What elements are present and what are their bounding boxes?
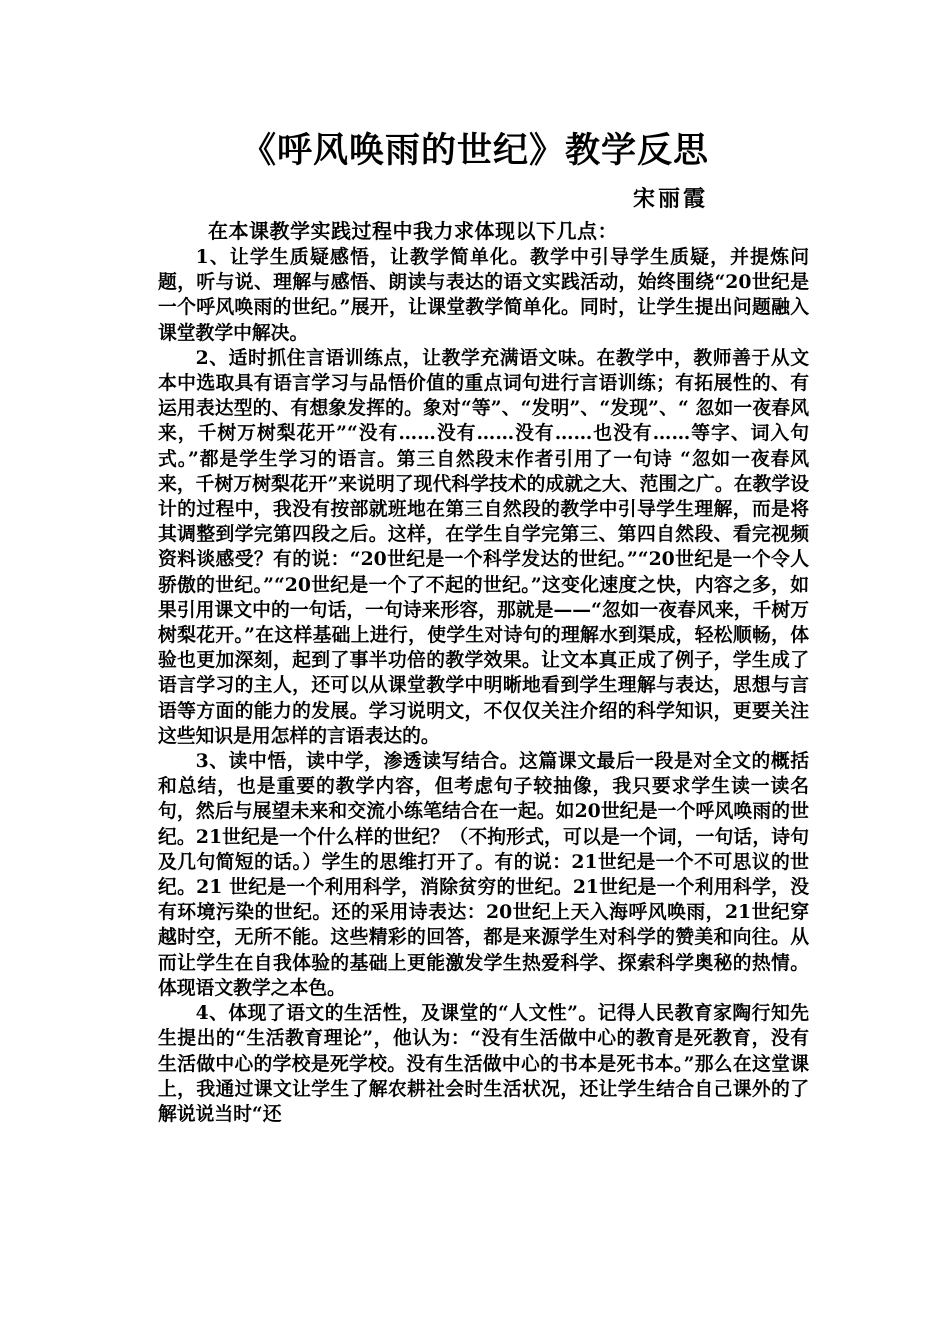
document-title: 《呼风唤雨的世纪》教学反思 [240,130,709,171]
document-body [158,218,809,1127]
intro-paragraph: 在本课教学实践过程中我力求体现以下几点： [208,219,618,243]
paragraph-2: 2、适时抓住言语训练点，让教学充满语文味。在教学中，教师善于从文本中选取具有语言学习与品悟价值的重点词句进行言语训练；有拓展性的、有运用表达型的、有想象发挥的。象对“等”、“发明”、“发现”、“ 忽如一夜春风来，千树万树梨花开”“没有……没有……没有……也没有……等字、词入句式。”都是学生学习的语言。第三自然段末作者引用了一句诗 “忽如一夜春风来，千树万树梨花开”来说明了现代科学技术的成就之大、范围之广。在教学设计的过程中，我没有按部就班地在第三自然段的教学中引导学生理解，而是将其调整到学完第四段之后。这样，在学生自学完第三、第四自然段、看完视频资料谈感受？有的说：“20世纪是一个科学发达的世纪。”“20世纪是一个令人骄傲的世纪。”“20世纪是一个了不起的世纪。”这变化速度之快，内容之多，如果引用课文中的一句话，一句诗来形容，那就是——“忽如一夜春风来，千树万树梨花开。”在这样基础上进行，使学生对诗句的理解水到渠成，轻松顺畅，体验也更加深刻，起到了事半功倍的教学效果。让文本真正成了例子，学生成了语言学习的主人，还可以从课堂教学中明晰地看到学生理解与表达，思想与言语等方面的能力的发展。学习说明文，不仅仅关注介绍的科学知识，更要关注这些知识是用怎样的言语表达的。 [158,346,809,747]
paragraph-3: 3、读中悟，读中学，渗透读写结合。这篇课文最后一段是对全文的概括和总结，也是重要的教学内容，但考虑句子较抽像，我只要求学生读一读名句，然后与展望未来和交流小练笔结合在一起。如20世纪是一个呼风唤雨的世纪。21世纪是一个什么样的世纪？（不拘形式，可以是一个词，一句话，诗句及几句简短的话。）学生的思维打开了。有的说：21世纪是一个不可思议的世纪。21 世纪是一个利用科学，消除贫穷的世纪。21世纪是一个利用科学，没有环境污染的世纪。还的采用诗表达：20世纪上天入海呼风唤雨，21世纪穿越时空，无所不能。这些精彩的回答，都是来源学生对科学的赞美和向往。从而让学生在自我体验的基础上更能激发学生热爱科学、探索科学奥秘的热情。体现语文教学之本色。 [158,750,809,999]
paragraph-1: 1、让学生质疑感悟，让教学简单化。教学中引导学生质疑，并提炼问题，听与说、理解与感悟、朗读与表达的语文实践活动，始终围绕“20世纪是一个呼风唤雨的世纪。”展开，让课堂教学简单化。同时，让学生提出问题融入课堂教学中解决。 [158,246,809,344]
paragraph-4: 4、体现了语文的生活性，及课堂的“人文性”。记得人民教育家陶行知先生提出的“生活教育理论”，他认为：“没有生活做中心的教育是死教育，没有生活做中心的学校是死学校。没有生活做中心的书本是死书本。”那么在这堂课上，我通过课文让学生了解农耕社会时生活状况，还让学生结合自己课外的了解说说当时“还 [158,1002,809,1125]
author-name: 宋丽霞 [632,186,708,212]
